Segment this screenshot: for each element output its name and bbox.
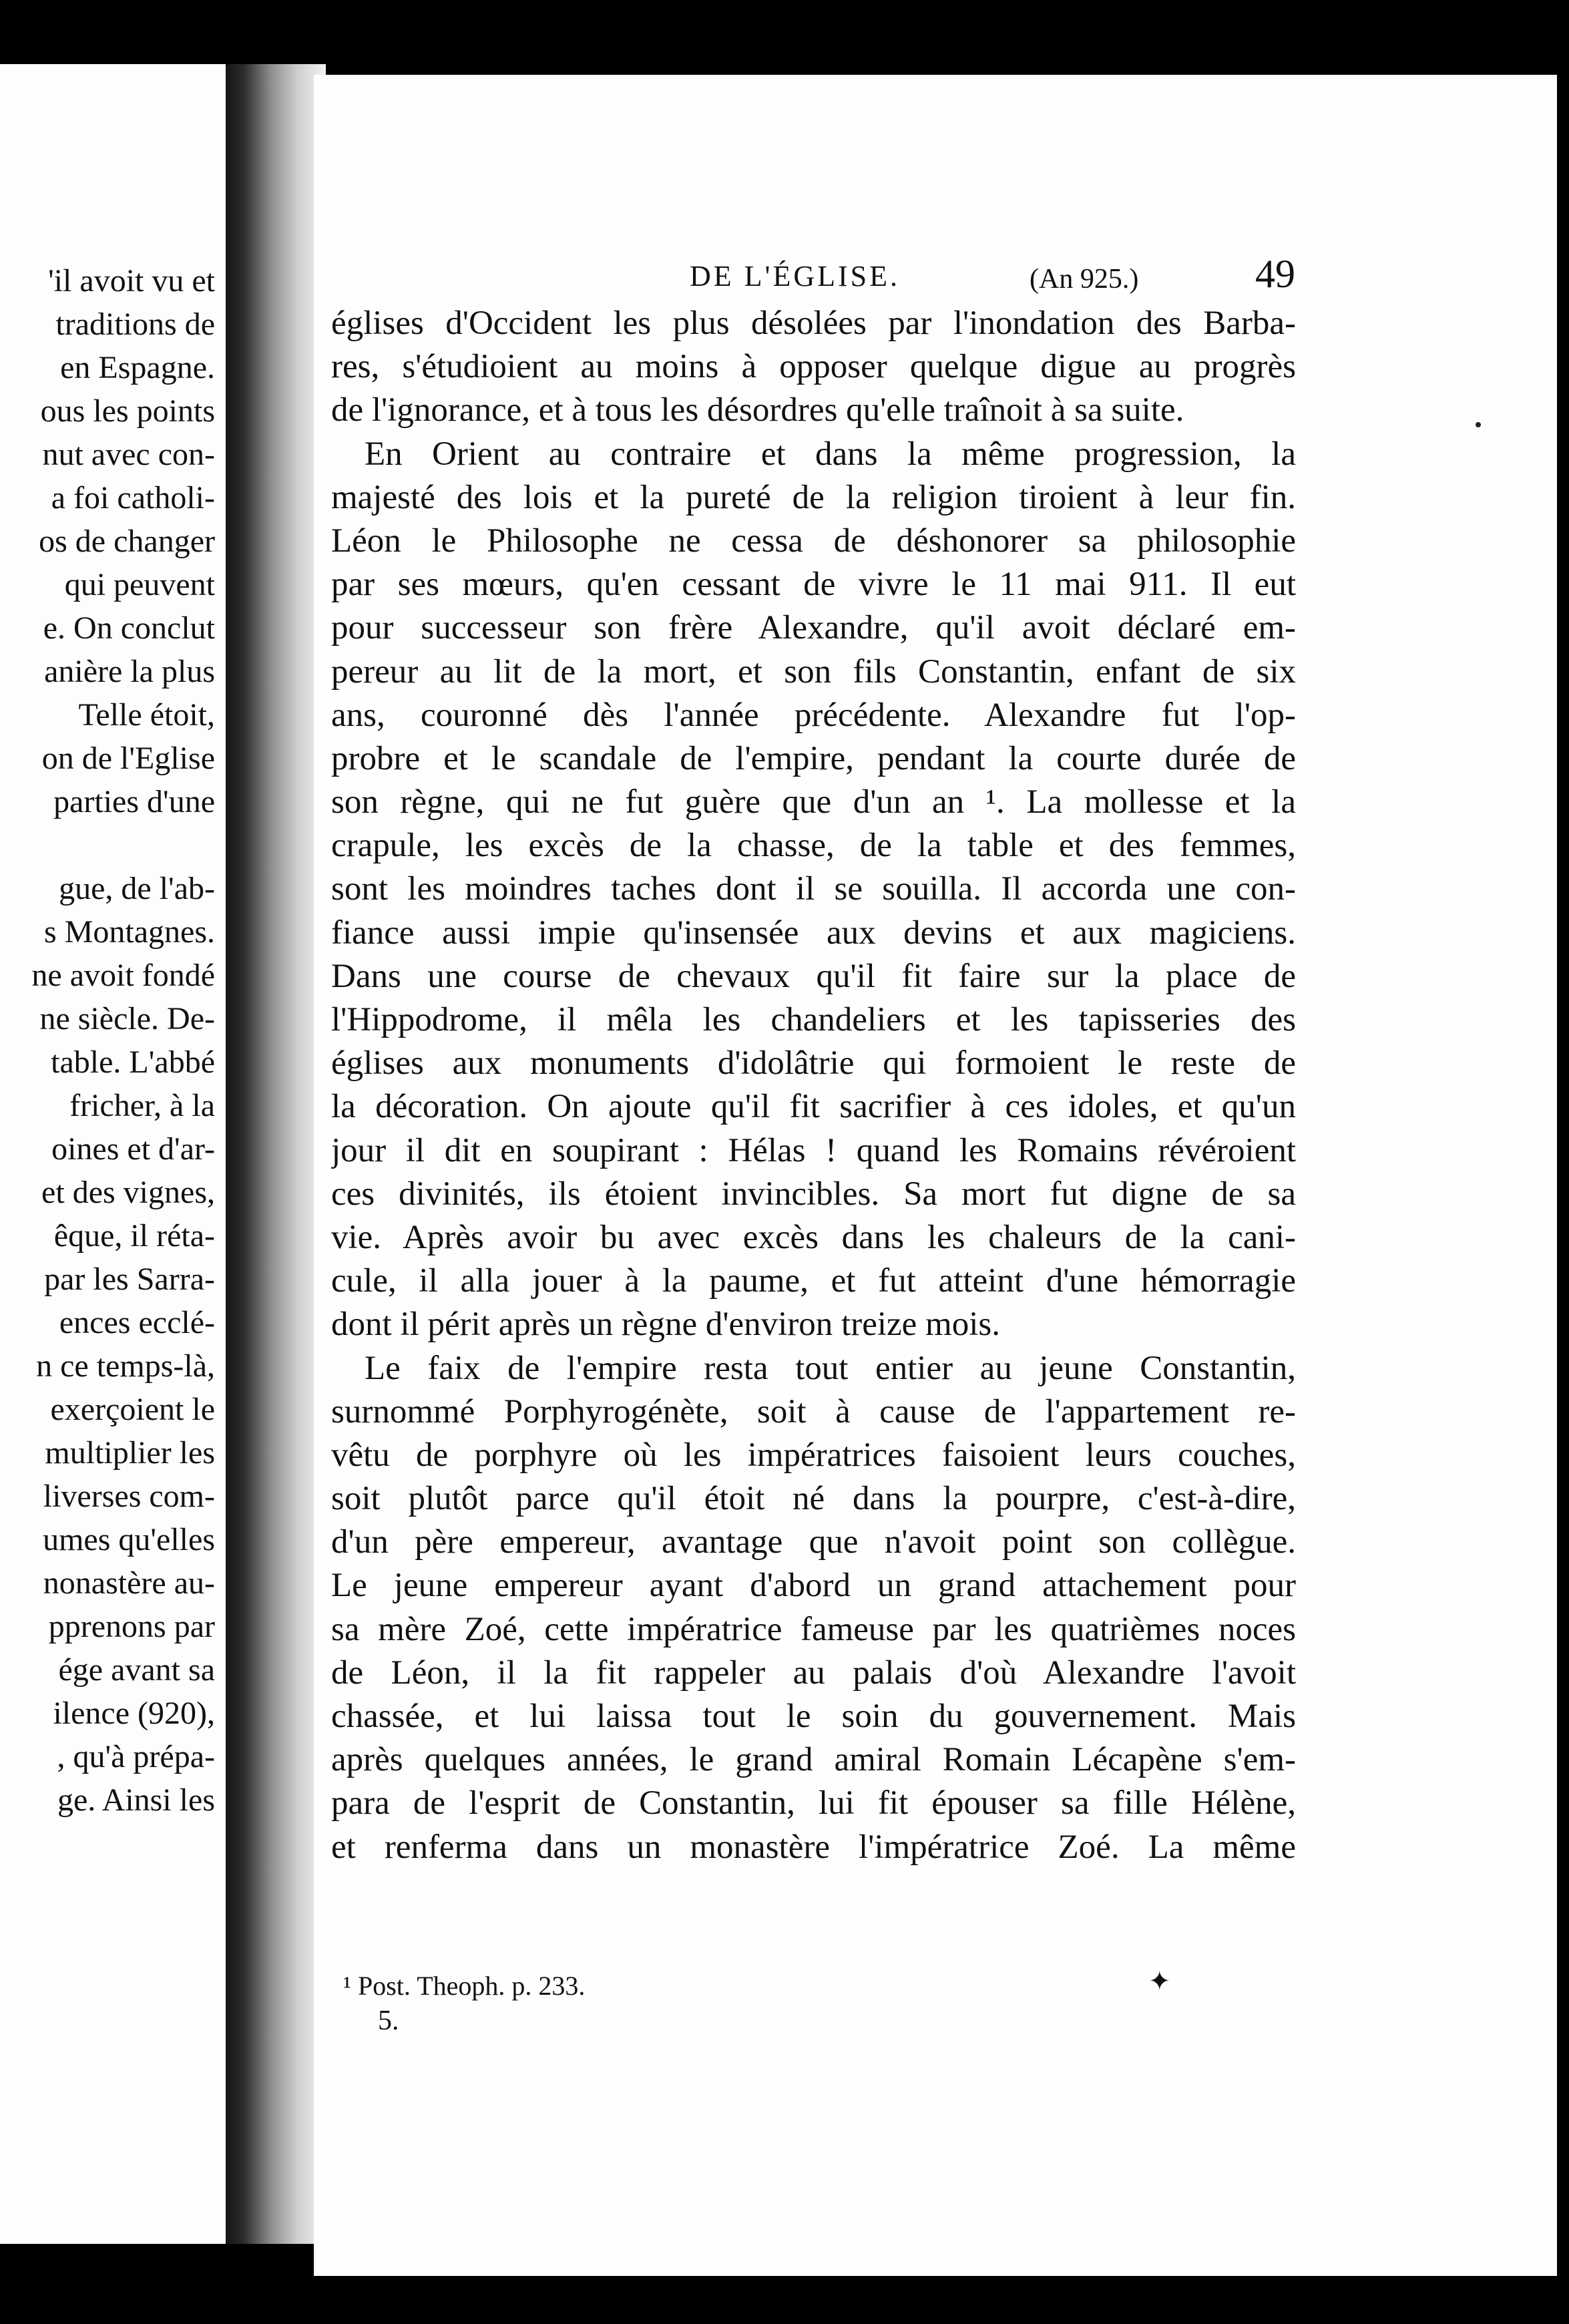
year-marker: (An 925.) — [1030, 264, 1139, 295]
text-line: probre et le scandale de l'empire, pendant la courte durée de — [331, 739, 1296, 777]
left-line: s Montagnes. — [44, 914, 215, 950]
text-line: pour successeur son frère Alexandre, qu'il avoit déclaré em- — [331, 609, 1296, 647]
left-line: et des vignes, — [41, 1175, 215, 1210]
text-line: Le faix de l'empire resta tout entier au jeune Constantin, — [365, 1349, 1296, 1387]
left-line: parties d'une — [53, 784, 215, 819]
text-line: Léon le Philosophe ne cessa de déshonorer sa philosophie — [331, 522, 1296, 560]
signature-mark: 5. — [378, 2005, 399, 2036]
left-line: on de l'Eglise — [41, 741, 215, 776]
left-line: pprenons par — [48, 1609, 215, 1644]
text-line: l'Hippodrome, il mêla les chandeliers et les tapisseries des — [331, 1001, 1296, 1038]
text-line: soit plutôt parce qu'il étoit né dans la pourpre, c'est-à-dire, — [331, 1480, 1296, 1518]
text-line: para de l'esprit de Constantin, lui fit épouser sa fille Hélène, — [331, 1784, 1296, 1822]
left-line: en Espagne. — [60, 350, 215, 385]
left-line: ences ecclé- — [59, 1305, 215, 1340]
text-line: églises aux monuments d'idolâtrie qui formoient le reste de — [331, 1044, 1296, 1083]
left-line: nonastère au- — [43, 1565, 215, 1601]
scan-speck — [1476, 422, 1481, 427]
binding-gutter — [226, 64, 326, 2244]
left-line: qui peuvent — [64, 567, 215, 602]
page-number: 49 — [1255, 252, 1295, 296]
left-line: os de changer — [39, 524, 215, 559]
text-line: Le jeune empereur ayant d'abord un grand attachement pour — [331, 1567, 1296, 1605]
text-line: sont les moindres taches dont il se souilla. Il accorda une con- — [331, 870, 1296, 908]
left-line: gue, de l'ab- — [59, 871, 215, 906]
left-line: ge. Ainsi les — [57, 1782, 215, 1818]
text-line: vêtu de porphyre où les impératrices faisoient leurs couches, — [331, 1436, 1296, 1474]
left-line: êque, il réta- — [53, 1218, 215, 1253]
left-line: Telle étoit, — [78, 697, 215, 733]
text-line: cule, il alla jouer à la paume, et fut atteint d'une hémorragie — [331, 1262, 1296, 1300]
text-line: la décoration. On ajoute qu'il fit sacrifier à ces idoles, et qu'un — [331, 1088, 1296, 1126]
text-line: ans, couronné dès l'année précédente. Alexandre fut l'op- — [331, 696, 1296, 734]
left-line: anière la plus — [44, 654, 215, 689]
text-line: de l'ignorance, et à tous les désordres qu'elle traînoit à sa suite. — [331, 391, 1184, 429]
left-line — [31, 823, 215, 867]
text-line: de Léon, il la fit rappeler au palais d'où Alexandre l'avoit — [331, 1654, 1296, 1692]
left-page-text — [31, 259, 215, 1822]
main-page — [314, 75, 1557, 2276]
left-line: exerçoient le — [50, 1392, 215, 1427]
left-line: ilence (920), — [53, 1696, 215, 1731]
left-line: e. On conclut — [43, 610, 215, 646]
left-line: par les Sarra- — [44, 1262, 215, 1297]
left-line: traditions de — [55, 307, 215, 342]
text-line: et renferma dans un monastère l'impératrice Zoé. La même — [331, 1828, 1296, 1866]
text-line: vie. Après avoir bu avec excès dans les chaleurs de la cani- — [331, 1218, 1296, 1256]
left-line: ne avoit fondé — [31, 958, 215, 993]
left-line: , qu'à prépa- — [57, 1739, 215, 1774]
text-line: pereur au lit de la mort, et son fils Constantin, enfant de six — [331, 652, 1296, 691]
left-line: table. L'abbé — [51, 1044, 215, 1080]
left-line: multiplier les — [45, 1435, 215, 1471]
text-line: majesté des lois et la pureté de la religion tiroient à leur fin. — [331, 478, 1296, 516]
text-line: fiance aussi impie qu'insensée aux devins et aux magiciens. — [331, 914, 1296, 952]
left-line: a foi catholi- — [51, 480, 215, 516]
text-line: surnommé Porphyrogénète, soit à cause de l'appartement re- — [331, 1392, 1296, 1430]
left-line: n ce temps-là, — [36, 1348, 215, 1384]
running-title: DE L'ÉGLISE. — [690, 260, 900, 293]
text-line: sa mère Zoé, cette impératrice fameuse par les quatrièmes noces — [331, 1610, 1296, 1648]
text-line: jour il dit en soupirant : Hélas ! quand les Romains révéroient — [331, 1131, 1296, 1169]
left-line: umes qu'elles — [43, 1522, 215, 1557]
footnote: ¹ Post. Theoph. p. 233. — [343, 1971, 586, 2001]
left-line: ne siècle. De- — [39, 1001, 215, 1036]
text-line: res, s'étudioient au moins à opposer quelque digue au progrès — [331, 348, 1296, 386]
left-line: ége avant sa — [58, 1652, 215, 1688]
text-line: après quelques années, le grand amiral Romain Lécapène s'em- — [331, 1741, 1296, 1779]
text-line: ces divinités, ils étoient invincibles. Sa mort fut digne de sa — [331, 1175, 1296, 1213]
text-line: En Orient au contraire et dans la même progression, la — [365, 435, 1296, 473]
body-text — [331, 302, 1296, 1869]
left-line: nut avec con- — [42, 437, 215, 472]
text-line: d'un père empereur, avantage que n'avoit point son collègue. — [331, 1523, 1296, 1561]
text-line: chassée, et lui laissa tout le soin du gouvernement. Mais — [331, 1698, 1296, 1735]
left-line: ous les points — [40, 393, 215, 429]
running-header — [314, 254, 1557, 301]
left-facing-page — [0, 64, 227, 2244]
left-line: oines et d'ar- — [51, 1131, 215, 1167]
text-line: crapule, les excès de la chasse, de la table et des femmes, — [331, 827, 1296, 865]
left-line: 'il avoit vu et — [48, 263, 215, 299]
printer-mark-icon: ✦ — [1148, 1966, 1171, 1997]
text-line: par ses mœurs, qu'en cessant de vivre le 11 mai 911. Il eut — [331, 566, 1296, 604]
left-line: fricher, à la — [69, 1088, 215, 1123]
text-line: dont il périt après un règne d'environ treize mois. — [331, 1306, 1000, 1344]
text-line: Dans une course de chevaux qu'il fit faire sur la place de — [331, 957, 1296, 995]
left-line: liverses com- — [43, 1479, 215, 1514]
text-line: églises d'Occident les plus désolées par l'inondation des Barba- — [331, 305, 1296, 342]
text-line: son règne, qui ne fut guère que d'un an ¹. La mollesse et la — [331, 783, 1296, 821]
